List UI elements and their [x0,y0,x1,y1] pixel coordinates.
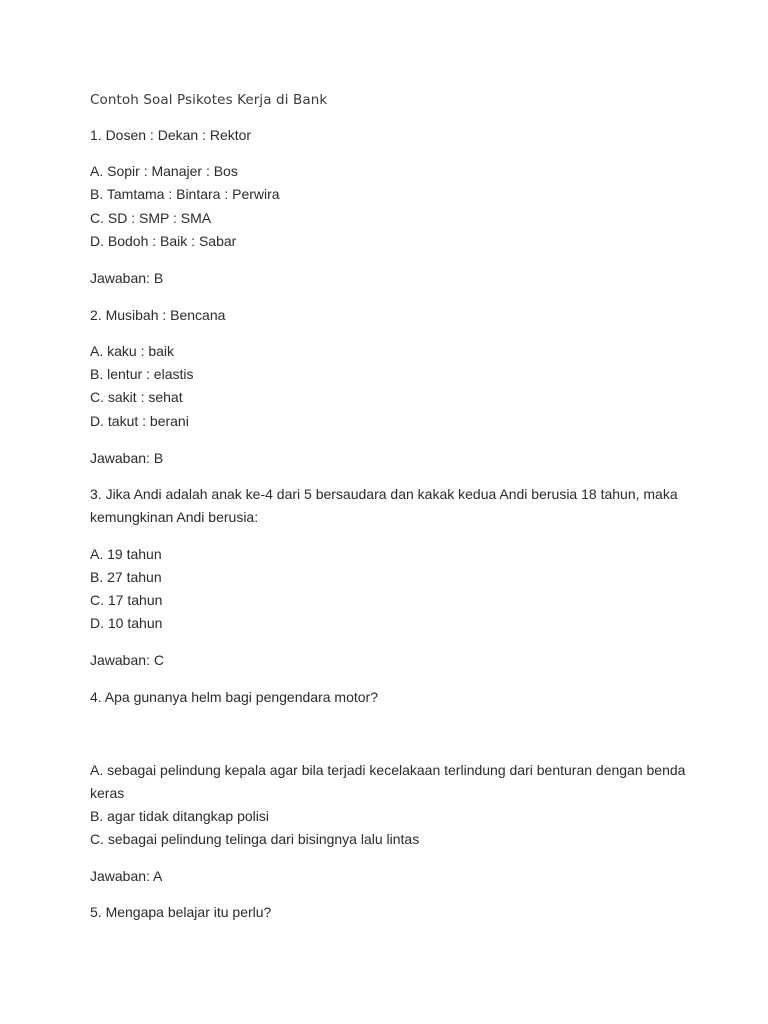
q4-option-c: C. sebagai pelindung telinga dari bisingnya lalu lintas [90,831,420,847]
q3-option-b: B. 27 tahun [90,569,162,585]
q3-option-a: A. 19 tahun [90,546,162,562]
question-2: 2. Musibah : Bencana [90,307,226,323]
q3-option-c: C. 17 tahun [90,592,163,608]
q4-option-a-line-2: keras [90,785,125,801]
q1-option-d: D. Bodoh : Baik : Sabar [90,233,237,249]
q1-answer: Jawaban: B [90,270,164,286]
question-5: 5. Mengapa belajar itu perlu? [90,904,272,920]
q4-option-a-line-1: A. sebagai pelindung kepala agar bila terjadi kecelakaan terlindung dari benturan dengan benda [90,762,686,778]
q1-option-c: C. SD : SMP : SMA [90,210,212,226]
q2-option-d: D. takut : berani [90,413,189,429]
q1-option-a: A. Sopir : Manajer : Bos [90,163,238,179]
q3-option-d: D. 10 tahun [90,615,163,631]
q3-answer: Jawaban: C [90,652,164,668]
question-1: 1. Dosen : Dekan : Rektor [90,127,252,143]
question-4: 4. Apa gunanya helm bagi pengendara motor? [90,689,378,705]
q2-option-a: A. kaku : baik [90,343,175,359]
question-3-line-2: kemungkinan Andi berusia: [90,509,259,525]
q2-answer: Jawaban: B [90,450,164,466]
q4-answer: Jawaban: A [90,868,163,884]
question-3-line-1: 3. Jika Andi adalah anak ke-4 dari 5 bersaudara dan kakak kedua Andi berusia 18 tahun, maka [90,486,678,502]
q2-option-b: B. lentur : elastis [90,366,194,382]
page-title: Contoh Soal Psikotes Kerja di Bank [90,92,328,108]
q4-option-b: B. agar tidak ditangkap polisi [90,808,269,824]
q1-option-b: B. Tamtama : Bintara : Perwira [90,186,280,202]
q2-option-c: C. sakit : sehat [90,389,183,405]
